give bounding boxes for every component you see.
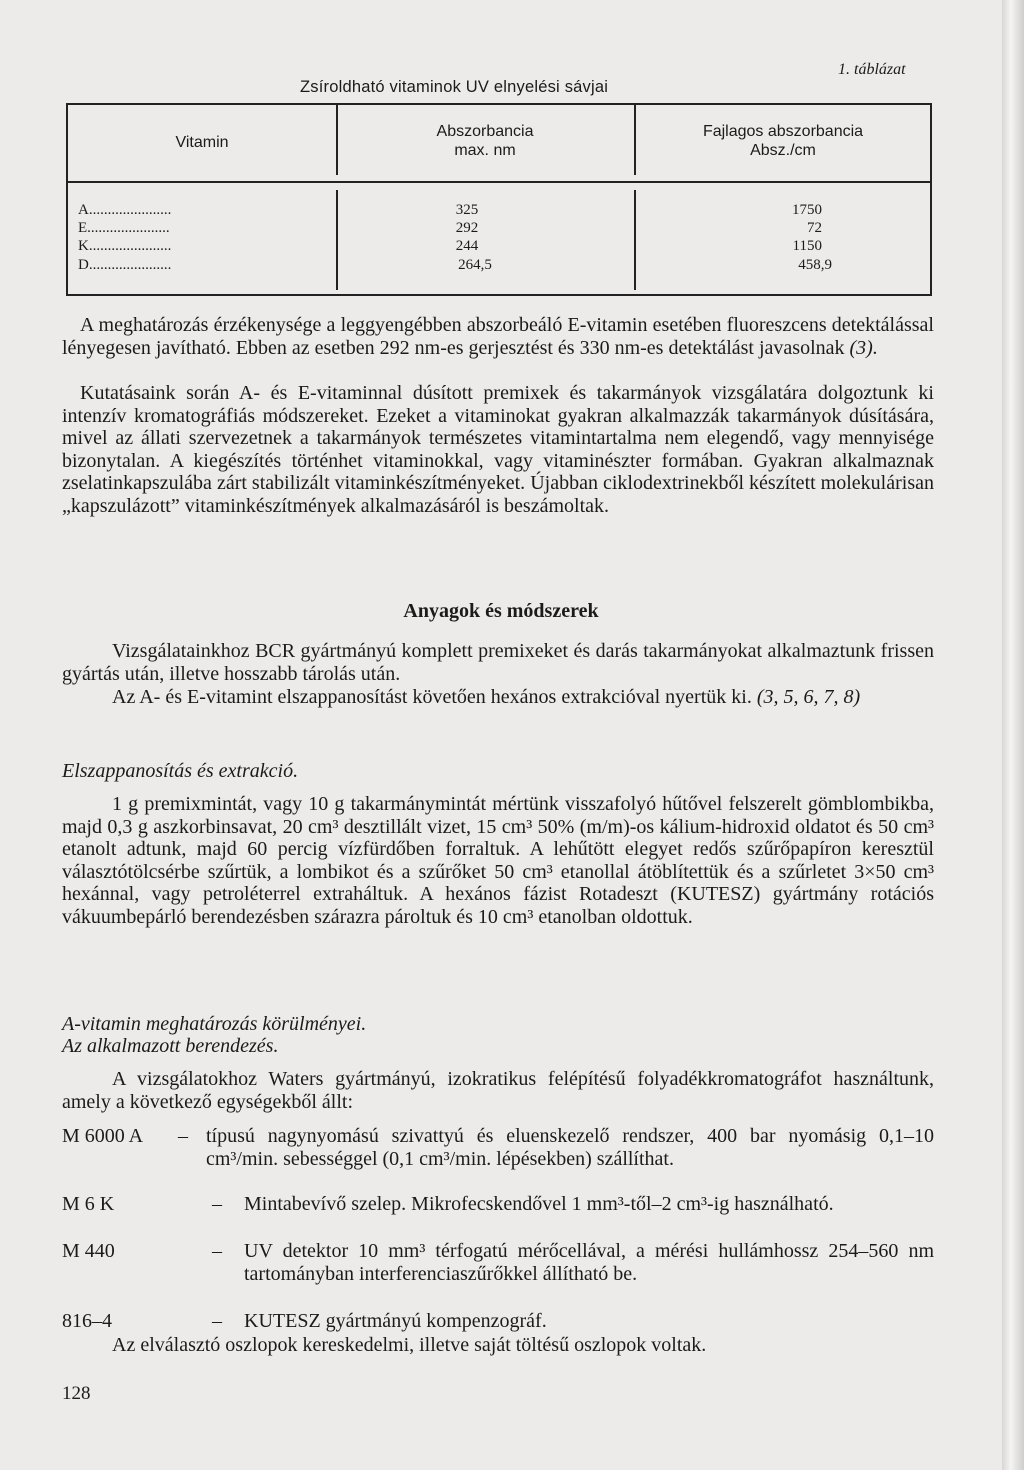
paragraph <box>62 314 934 359</box>
table-header-absorbance-line1: Abszorbancia <box>436 123 534 140</box>
table-title: Zsíroldható vitaminok UV elnyelési sávjai <box>300 78 609 96</box>
table-cell: 244 <box>455 238 479 254</box>
table-col-divider <box>634 190 636 290</box>
citation: (3). <box>849 336 878 359</box>
table-col-divider <box>336 190 338 290</box>
table-header-vitamin: Vitamin <box>175 134 229 151</box>
table-col-divider <box>336 105 338 175</box>
table-label: 1. táblázat <box>838 61 906 78</box>
equipment-description: UV detektor 10 mm³ térfogatú mérőcellával, a mérési hullámhossz 254–560 nm tartományban interferenciaszűrőkkel állítható be. <box>244 1240 934 1285</box>
paragraph: Az elválasztó oszlopok kereskedelmi, illetve saját töltésű oszlopok voltak. <box>112 1334 707 1356</box>
paragraph: 1 g premixmintát, vagy 10 g takarmánymintát mértünk visszafolyó hűtővel felszerelt gömblombikba, majd 0,3 g aszkorbinsavat, 20 cm³ desztillált vizet, 15 cm³ 50% (m/m)-os kálium-hidroxid oldatot és 50 cm³ etanolt adtunk, majd 60 percig vízfürdőben forraltuk. A lehűtött elegyet redős szűrőpapíron keresztül választótölcsérbe szűrtük, a lombikot és a szűrőket 50 cm³ etanollal átöblítettük és a szűrletet 3×50 cm³ hexánnal, vagy petroléterrel extraháltuk. A hexános fázist Rotadeszt (KUTESZ) gyártmány rotációs vákuumbepárló berendezésben szárazra pároltuk és 10 cm³ etanolban oldottuk. <box>62 793 934 928</box>
citation: (3, 5, 6, 7, 8) <box>756 686 861 708</box>
equipment-dash: – <box>178 1125 188 1147</box>
table-row-label: D...................... <box>78 257 172 273</box>
table-row-label: K...................... <box>78 238 172 254</box>
equipment-code: M 440 <box>62 1240 115 1262</box>
paragraph-text: Az A- és E-vitamint elszappanosítást követően hexános extrakcióval nyertük ki. <box>112 686 752 708</box>
page-edge <box>1002 0 1024 1470</box>
table-cell: 1750 <box>792 202 822 218</box>
equipment-dash: – <box>212 1240 222 1262</box>
paragraph <box>62 686 934 709</box>
table-row-label: A...................... <box>78 202 172 218</box>
equipment-dash: – <box>212 1310 222 1332</box>
subsection-title: Az alkalmazott berendezés. <box>62 1035 279 1057</box>
section-heading: Anyagok és módszerek <box>403 600 599 622</box>
table-header-specific-line1: Fajlagos abszorbancia <box>702 123 864 140</box>
table-cell: 325 <box>455 202 479 218</box>
table-cell: A <box>78 202 89 218</box>
table-cell: 264,5 <box>458 257 492 273</box>
table-cell: 72 <box>807 220 822 236</box>
equipment-description: Mintabevívő szelep. Mikrofecskendővel 1 mm³-től–2 cm³-ig használható. <box>244 1193 834 1215</box>
paragraph-text: A meghatározás érzékenysége a leggyengébben abszorbeáló E-vitamin esetében fluoreszcens detektálással lényegesen javítható. Ebben az esetben 292 nm-es gerjesztést és 330 nm-es detektálást javasolnak <box>62 314 934 359</box>
page-number: 128 <box>62 1383 91 1404</box>
table-cell: E <box>78 220 88 236</box>
table-cell: 292 <box>455 220 479 236</box>
table-header-specific <box>638 122 928 160</box>
equipment-description: típusú nagynyomású szivattyú és eluenskezelő rendszer, 400 bar nyomásig 0,1–10 cm³/min. sebességgel (0,1 cm³/min. lépésekben) szállíthat. <box>206 1125 934 1170</box>
equipment-code: M 6000 A <box>62 1125 144 1147</box>
equipment-code: M 6 K <box>62 1193 115 1215</box>
table-cell: 1150 <box>792 238 822 254</box>
paragraph: Kutatásaink során A- és E-vitaminnal dúsított premixek és takarmányok vizsgálatára dolgoztunk ki intenzív kromatográfiás módszereket. Ezeket a vitaminokat gyakran alkalmazzák takarmányok dúsítására, mivel az állati szervezetnek a takarmányok természetes vitamintartalma nem elegendő, vagy mennyisége bizonytalan. A kiegészítés történhet vitaminokkal, vagy vitaminészter formában. Gyakran alkalmaznak zselatinkapszulába zárt stabilizált vitaminkészítményeket. Újabban ciklodextrinekből készített molekulárisan „kapszulázott” vitaminkészítmények alkalmazásáról is beszámoltak. <box>62 382 934 517</box>
table-header-absorbance-line2: max. nm <box>454 142 516 159</box>
equipment-description: KUTESZ gyártmányú kompenzográf. <box>244 1310 547 1332</box>
subsection-title: Elszappanosítás és extrakció. <box>62 760 299 782</box>
paragraph: Vizsgálatainkhoz BCR gyártmányú komplett premixeket és darás takarmányokat alkalmaztunk frissen gyártás után, illetve hosszabb tárolás után. <box>62 640 934 685</box>
table-cell: D <box>78 257 89 273</box>
equipment-dash: – <box>212 1193 222 1215</box>
table-cell: 458,9 <box>798 257 832 273</box>
equipment-code: 816–4 <box>62 1310 112 1332</box>
subsection-title: A-vitamin meghatározás körülményei. <box>62 1013 367 1035</box>
table-header-specific-line2: Absz./cm <box>750 142 816 159</box>
table-col-divider <box>634 105 636 175</box>
table-header-rule <box>66 181 932 183</box>
table-header-absorbance <box>340 122 630 160</box>
table-cell: K <box>78 238 89 254</box>
paragraph: A vizsgálatokhoz Waters gyártmányú, izokratikus felépítésű folyadékkromatográfot használtunk, amely a következő egységekből állt: <box>62 1068 934 1113</box>
table-row-label: E...................... <box>78 220 170 236</box>
